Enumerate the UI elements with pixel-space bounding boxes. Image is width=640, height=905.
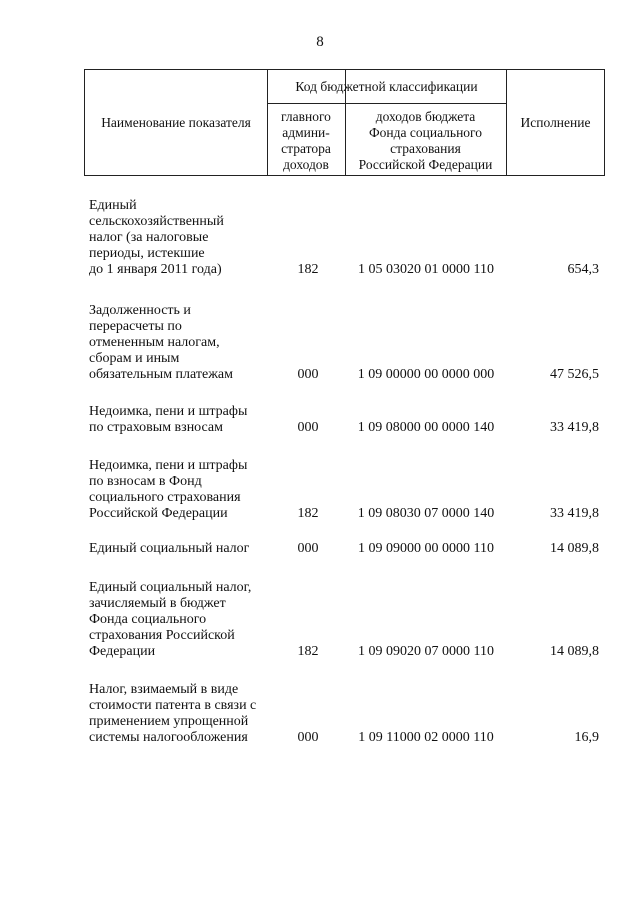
row-budget-code: 1 09 08000 00 0000 140 (357, 420, 495, 435)
row-budget-code: 1 05 03020 01 0000 110 (358, 262, 494, 277)
header-code-group: Код бюджетной классификации (295, 79, 478, 94)
row-admin-code: 000 (297, 541, 319, 556)
table-row (0, 680, 640, 746)
row-admin-code: 182 (297, 262, 319, 277)
row-name: Единый сельскохозяйственный налог (за налоговые периоды, истекшие до 1 января 2011 года) (89, 198, 224, 277)
table-row (0, 403, 640, 436)
row-budget-code: 1 09 11000 02 0000 110 (358, 730, 494, 745)
table-header (84, 69, 605, 176)
row-name: Недоимка, пени и штрафы по страховым взносам (89, 404, 248, 435)
row-admin-code: 000 (297, 420, 319, 435)
row-name: Задолженность и перерасчеты по отмененным налогам, сборам и иным обязательным платежам (89, 303, 233, 382)
row-value: 47 526,5 (550, 367, 599, 382)
row-admin-code: 182 (297, 506, 319, 521)
row-admin-code: 182 (297, 644, 319, 659)
table-row (0, 541, 640, 557)
table-row (0, 577, 640, 660)
table-row (0, 456, 640, 522)
table-row (0, 196, 640, 278)
row-value: 14 089,8 (550, 541, 599, 556)
row-name: Единый социальный налог, зачисляемый в бюджет Фонда социального страхования Российской Федерации (89, 580, 252, 659)
row-value: 33 419,8 (550, 506, 599, 521)
row-value: 16,9 (574, 730, 599, 745)
header-value: Исполнение (520, 115, 591, 130)
row-budget-code: 1 09 08030 07 0000 140 (357, 506, 495, 521)
row-budget-code: 1 09 09000 00 0000 110 (358, 541, 494, 556)
header-name: Наименование показателя (101, 115, 251, 130)
row-name: Налог, взимаемый в виде стоимости патента в связи с применением упрощенной системы налогообложения (89, 682, 257, 745)
row-value: 33 419,8 (550, 420, 599, 435)
row-name: Недоимка, пени и штрафы по взносам в Фонд социального страхования Российской Федерации (89, 458, 248, 521)
header-income: доходов бюджета Фонда социального страхования Российской Федерации (358, 109, 493, 172)
header-admin: главного админи- стратора доходов (281, 109, 331, 172)
row-admin-code: 000 (297, 367, 319, 382)
row-value: 654,3 (567, 262, 599, 277)
row-value: 14 089,8 (550, 644, 599, 659)
row-budget-code: 1 09 00000 00 0000 000 (357, 367, 495, 382)
row-admin-code: 000 (297, 730, 319, 745)
row-budget-code: 1 09 09020 07 0000 110 (358, 644, 494, 659)
table-row (0, 300, 640, 383)
row-name: Единый социальный налог (89, 541, 250, 556)
page-number: 8 (316, 34, 324, 50)
